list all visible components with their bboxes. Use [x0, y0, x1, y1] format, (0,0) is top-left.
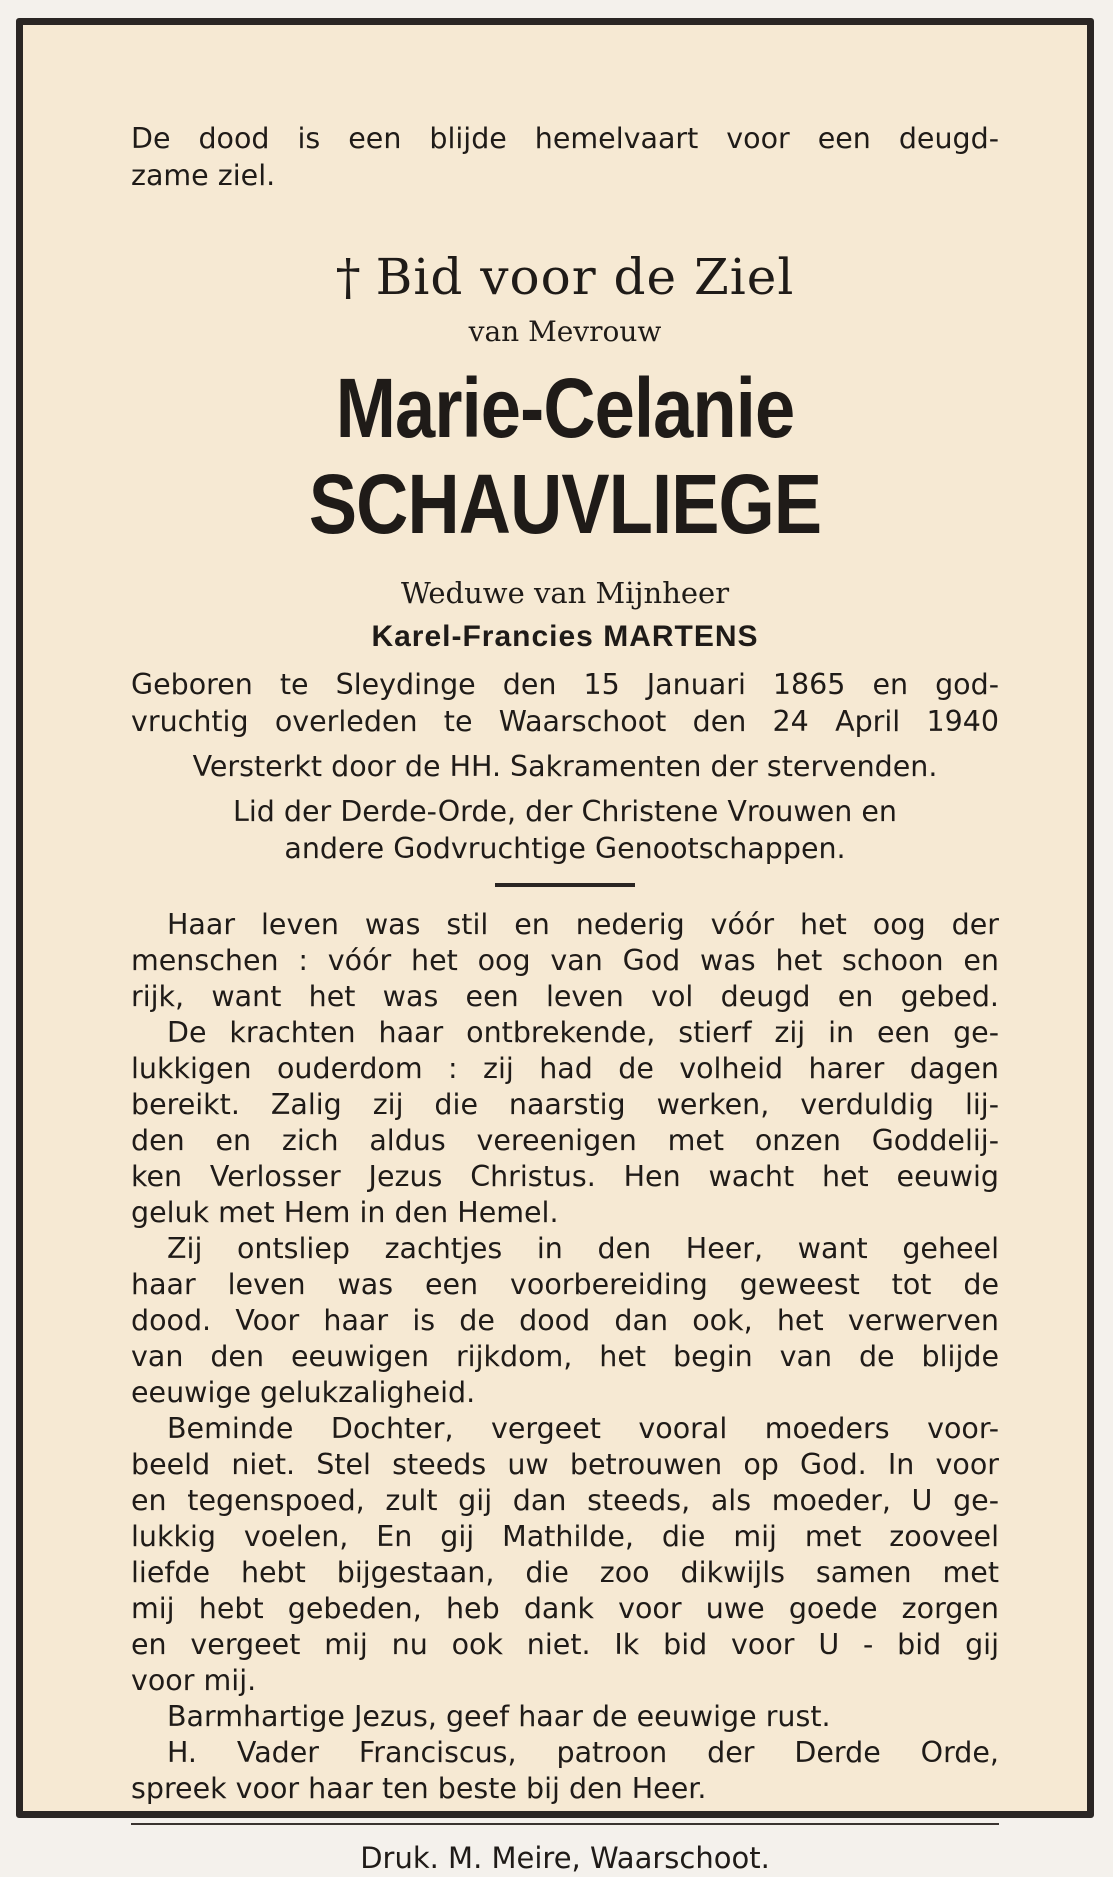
body-line: dood. Voor haar is de dood dan ook, het verwerven	[131, 1304, 999, 1337]
sacraments-line: Versterkt door de HH. Sakramenten der stervenden.	[192, 750, 938, 783]
van-mevrouw: van Mevrouw	[468, 315, 662, 348]
prayer-heading-text: Bid voor de Ziel	[375, 248, 795, 306]
body-line: van den eeuwigen rijkdom, het begin van de blijde	[131, 1340, 999, 1373]
body-line: haar leven was een voorbereiding geweest tot de	[131, 1268, 999, 1301]
body-line: De krachten haar ontbrekende, stierf zij in een ge-	[167, 1016, 999, 1049]
deceased-name: Marie-Celanie SCHAUVLIEGE	[308, 361, 822, 551]
body-line: lukkig voelen, En gij Mathilde, die mij met zooveel	[131, 1520, 999, 1553]
body-text	[131, 907, 999, 1807]
motto-line: zame ziel.	[131, 159, 276, 192]
husband-name: Karel-Francies MARTENS	[371, 620, 759, 653]
memorial-card	[16, 18, 1094, 1875]
body-line: den en zich aldus vereenigen met onzen Goddelij-	[131, 1124, 999, 1157]
body-line: bereikt. Zalig zij die naarstig werken, verduldig lij-	[131, 1088, 999, 1121]
motto-line: De dood is een blijde hemelvaart voor een deugd-	[131, 122, 999, 155]
birth-death-info	[131, 666, 999, 740]
prayer-heading	[131, 248, 999, 306]
body-line: geluk met Hem in den Hemel.	[131, 1196, 559, 1229]
printer-credit: Druk. M. Meire, Waarschoot.	[360, 1840, 770, 1875]
divider-short	[495, 883, 635, 887]
body-line: Haar leven was stil en nederig vóór het oog der	[167, 908, 999, 941]
body-line: beeld niet. Stel steeds uw betrouwen op God. In voor	[131, 1448, 999, 1481]
body-line: en tegenspoed, zult gij dan steeds, als moeder, U ge-	[131, 1484, 999, 1517]
body-line: Barmhartige Jezus, geef haar de eeuwige rust.	[167, 1700, 831, 1733]
body-line: rijk, want het was een leven vol deugd en gebed.	[131, 980, 999, 1013]
membership-line: Lid der Derde-Orde, der Christene Vrouwen en	[232, 795, 897, 828]
body-line: H. Vader Franciscus, patroon der Derde Orde,	[167, 1736, 999, 1769]
widow-of: Weduwe van Mijnheer	[400, 576, 730, 610]
birth-line: Geboren te Sleydinge den 15 Januari 1865 en god-	[131, 668, 999, 701]
membership	[131, 793, 999, 867]
body-line: voor mij.	[131, 1664, 257, 1697]
body-line: en vergeet mij nu ook niet. Ik bid voor U - bid gij	[131, 1628, 999, 1661]
body-line: liefde hebt bijgestaan, die zoo dikwijls samen met	[131, 1556, 999, 1589]
cross-icon: †	[335, 248, 362, 306]
body-line: lukkigen ouderdom : zij had de volheid harer dagen	[131, 1052, 999, 1085]
body-line: eeuwige gelukzaligheid.	[131, 1376, 476, 1409]
body-line: spreek voor haar ten beste bij den Heer.	[131, 1772, 707, 1805]
body-line: Beminde Dochter, vergeet vooral moeders voor-	[167, 1412, 999, 1445]
body-line: ken Verlosser Jezus Christus. Hen wacht het eeuwig	[131, 1160, 999, 1193]
body-line: menschen : vóór het oog van God was het schoon en	[131, 944, 999, 977]
death-line: vruchtig overleden te Waarschoot den 24 April 1940	[131, 705, 999, 738]
membership-line: andere Godvruchtige Genootschappen.	[284, 832, 846, 865]
card-content	[131, 120, 999, 1877]
motto	[131, 120, 999, 194]
divider-long	[131, 1823, 999, 1825]
body-line: Zij ontsliep zachtjes in den Heer, want geheel	[167, 1232, 999, 1265]
body-line: mij hebt gebeden, heb dank voor uwe goede zorgen	[131, 1592, 999, 1625]
